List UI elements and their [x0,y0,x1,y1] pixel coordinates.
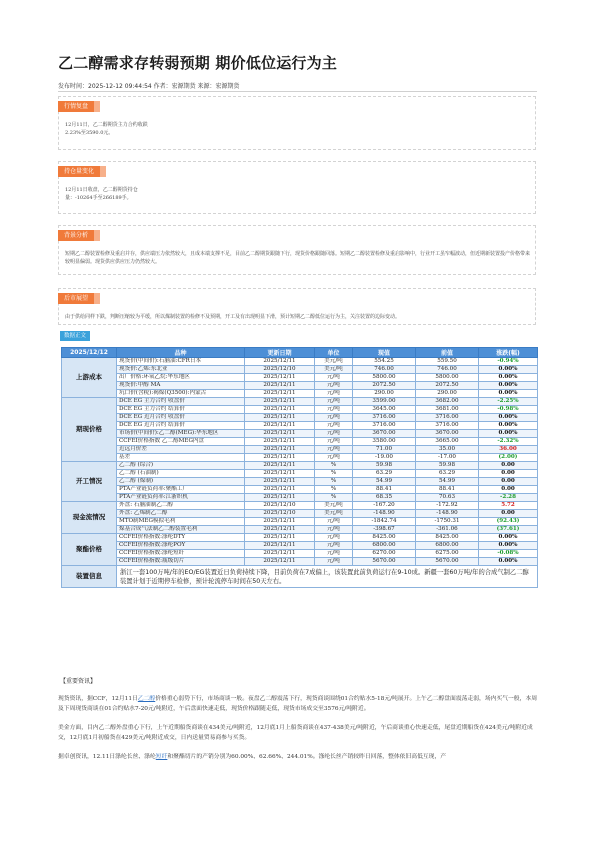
category-cell: 现金流情况 [62,502,117,534]
update-date-cell: 2025/12/11 [245,422,315,430]
product-cell: 现货价:乙烯:东北亚 [117,366,245,374]
table-header-row [62,348,538,358]
change-cell: 0.00 [479,478,538,486]
unit-cell: 美元/吨 [315,358,353,366]
unit-cell: % [315,478,353,486]
previous-value-cell: 3716.00 [416,414,479,422]
previous-value-cell: 54.99 [416,478,479,486]
update-date-cell: 2025/12/11 [245,406,315,414]
plant-info-cell: 浙江一套100万吨/年的EO/EG装置近日负荷持续下降，目前负荷在7成偏上，该装置此前负荷运行在9-10成。新疆一套60万吨/年的合成气制乙二醇装置计划于近期停车检修，预计轮流停车时间在50天左右。 [117,566,538,588]
previous-value-cell: -172.92 [416,502,479,510]
unit-cell: 元/吨 [315,382,353,390]
publish-meta: 发布时间：2025-12-12 09:44:54 作者：宏源期货 来源：宏源期货 [58,83,240,90]
change-cell: (2.00) [479,454,538,462]
current-value-cell: 746.00 [353,366,416,374]
previous-value-cell: 6800.00 [416,542,479,550]
update-date-cell: 2025/12/10 [245,366,315,374]
news-text: 美金方面，目内乙二醇外盘重心下行，上午近期船货商谈在434美元/吨附近，12月底1月上船货商谈在437-438美元/吨附近，午后商谈重心快速走低，尾盘近期船货在424美元/吨附近成交，12月底1月初船货在429美元/吨附近成交，日内送量贸易商参与买货。 [58,725,533,741]
update-date-cell: 2025/12/11 [245,398,315,406]
product-cell: CCFEI价格指数 乙二醇MEG内盘 [117,438,245,446]
product-cell: 现货价(中间价):石脑油:CFR日本 [117,358,245,366]
card-background-analysis [58,225,536,275]
table-row [62,430,538,438]
card-text: 12月11日收盘，乙二醇期货持仓量：-10264手至266189手。 [65,187,138,201]
change-cell: (37.61) [479,526,538,534]
update-date-cell: 2025/12/11 [245,446,315,454]
table-row [62,382,538,390]
table-row [62,406,538,414]
change-cell: 0.00% [479,534,538,542]
category-cell: 开工情况 [62,462,117,502]
update-date-cell: 2025/12/11 [245,486,315,494]
header-date: 2025/12/12 [62,348,117,358]
table-row [62,414,538,422]
update-date-cell: 2025/12/11 [245,558,315,566]
card-outlook [58,288,536,325]
update-date-cell: 2025/12/11 [245,462,315,470]
update-date-cell: 2025/12/10 [245,510,315,518]
previous-value-cell: 2072.50 [416,382,479,390]
current-value-cell: 290.00 [353,390,416,398]
table-row [62,366,538,374]
card-text: 12月11日，乙二醇期货主力合约收跌2.23%至3590.0元。 [65,122,148,136]
card-text: 由于供给同样下跌，判断压缩较为平缓，所以煤制装置的检修不及预期，开工及有出现明显下滑，预计短期乙二醇低位运行为主，关注装置的边际变动。 [65,314,401,320]
unit-cell: 元/吨 [315,406,353,414]
product-cell: CCFEI价格指数:瓶级切片 [117,558,245,566]
current-value-cell: -167.20 [353,502,416,510]
update-date-cell: 2025/12/11 [245,494,315,502]
update-date-cell: 2025/12/11 [245,470,315,478]
update-date-cell: 2025/12/11 [245,390,315,398]
update-date-cell: 2025/12/11 [245,438,315,446]
current-value-cell: -19.00 [353,454,416,462]
previous-value-cell: 3716.00 [416,422,479,430]
table-row [62,534,538,542]
product-cell: 近远月价差 [117,446,245,454]
previous-value-cell: 3670.00 [416,430,479,438]
update-date-cell: 2025/12/11 [245,534,315,542]
unit-cell: 元/吨 [315,518,353,526]
table-row [62,510,538,518]
change-cell: 0.00 [479,486,538,494]
card-tag: 持仓量变化 [58,166,106,177]
change-cell: 0.00% [479,430,538,438]
news-text: 和聚酯切片的产销分别为60.00%、62.66%、244.01%。涤纶长丝产销较昨日回落，整体依旧高低互现，产 [167,754,447,760]
card-market-review [58,96,536,150]
table-row [62,542,538,550]
change-cell: -0.98% [479,406,538,414]
previous-value-cell: 70.63 [416,494,479,502]
table-row [62,550,538,558]
card-position-change [58,161,536,214]
change-cell: 5.72 [479,502,538,510]
table-row [62,478,538,486]
news-text: 价格重心弱势下行，市场商谈一般。夜盘乙二醇震荡下行，现货商谈围绕01合约贴水5-18元/吨展开。上午乙二醇盘面震荡走弱，场内买气一般，本周及下周现货商谈在01合约贴水7-20元/吨附近，午后盘面快速走低，现货价格跟随走低，现货市场成交至3576元/吨附近。 [58,696,537,712]
current-value-cell: 71.00 [353,446,416,454]
title-divider [58,91,537,92]
category-cell: 装置信息 [62,566,117,588]
change-cell: -2.32% [479,438,538,446]
product-cell: DCE EG 主力合约 收盘价 [117,398,245,406]
product-cell: CCFEI价格指数:涤纶短纤 [117,550,245,558]
previous-value-cell: -17.00 [416,454,479,462]
current-value-cell: 3716.00 [353,422,416,430]
unit-cell: 元/吨 [315,542,353,550]
change-cell: 0.00% [479,374,538,382]
product-cell: DCE EG 主力合约 结算价 [117,406,245,414]
current-value-cell: 3716.00 [353,414,416,422]
news-link[interactable]: 乙二醇 [137,696,156,702]
change-cell: -2.25% [479,398,538,406]
previous-value-cell: 88.41 [416,486,479,494]
current-value-cell: 6270.00 [353,550,416,558]
current-value-cell: 88.41 [353,486,416,494]
section-label: 数据正文 [60,331,90,341]
update-date-cell: 2025/12/11 [245,414,315,422]
current-value-cell: 6800.00 [353,542,416,550]
current-value-cell: 3645.00 [353,406,416,414]
table-row [62,566,538,588]
news-title: 【重要资讯】 [60,678,97,685]
previous-value-cell: 6275.00 [416,550,479,558]
product-cell: 市场价(中间价):乙二醇(MEG):华东地区 [117,430,245,438]
card-tag: 背景分析 [58,230,100,241]
current-value-cell: 63.29 [353,470,416,478]
update-date-cell: 2025/12/11 [245,358,315,366]
product-cell: 坑口价(含税):褐煤(Q3500):内蒙古 [117,390,245,398]
category-cell: 聚酯价格 [62,534,117,566]
current-value-cell: 8425.00 [353,534,416,542]
previous-value-cell: 3682.00 [416,398,479,406]
category-cell: 期现价格 [62,398,117,462]
update-date-cell: 2025/12/11 [245,518,315,526]
product-cell: 外盘: 石脑油制乙二醇 [117,502,245,510]
table-row [62,502,538,510]
change-cell: 0.00% [479,422,538,430]
product-cell: CCFEI价格指数:涤纶POY [117,542,245,550]
current-value-cell: 3580.00 [353,438,416,446]
data-table [61,347,538,588]
card-text: 短期乙二醇装置检修及重启并存，供应端压力依然较大，且成本端支撑不足，目前乙二醇期货跟随下行，现货价格跟随回落。短期乙二醇装置检修及重启影响中，行业开工虽窄幅波动，但近期新装置投产价格带来较明显偏弱。现货供应供应压力仍然较大。 [65,251,531,265]
card-tag: 后市展望 [58,293,100,304]
update-date-cell: 2025/12/11 [245,478,315,486]
unit-cell: 元/吨 [315,534,353,542]
change-cell: 0.00% [479,382,538,390]
table-row [62,494,538,502]
unit-cell: 元/吨 [315,430,353,438]
previous-value-cell: 5800.00 [416,374,479,382]
unit-cell: 元/吨 [315,550,353,558]
change-cell: -0.08% [479,550,538,558]
unit-cell: 元/吨 [315,390,353,398]
unit-cell: 元/吨 [315,398,353,406]
table-row [62,390,538,398]
product-cell: DCE EG 近月合约 结算价 [117,422,245,430]
previous-value-cell: -148.90 [416,510,479,518]
news-paragraph [58,694,538,714]
product-cell: 乙二醇 (综合) [117,462,245,470]
header-change: 涨跌(幅) [479,348,538,358]
change-cell: 0.00% [479,366,538,374]
change-cell: 36.00 [479,446,538,454]
update-date-cell: 2025/12/11 [245,374,315,382]
update-date-cell: 2025/12/11 [245,526,315,534]
previous-value-cell: 8425.00 [416,534,479,542]
previous-value-cell: 3681.00 [416,406,479,414]
news-text: 现货资讯，据CCF，12月11日 [58,696,138,702]
product-cell: PTA产业链负荷率:聚酯工厂 [117,486,245,494]
change-cell: 0.00 [479,462,538,470]
current-value-cell: 5800.00 [353,374,416,382]
product-cell: 煤基合成气法制乙二醇装置毛利 [117,526,245,534]
table-row [62,470,538,478]
change-cell: 0.00% [479,414,538,422]
current-value-cell: 5670.00 [353,558,416,566]
unit-cell: 元/吨 [315,374,353,382]
previous-value-cell: 3665.00 [416,438,479,446]
product-cell: 基差 [117,454,245,462]
news-paragraph [58,723,538,743]
product-cell: 乙二醇 (煤制) [117,478,245,486]
update-date-cell: 2025/12/11 [245,430,315,438]
previous-value-cell: -361.06 [416,526,479,534]
current-value-cell: -1842.74 [353,518,416,526]
unit-cell: 元/吨 [315,414,353,422]
news-text: 据卓创资讯，12.11日涤纶长丝、涤纶 [58,754,156,760]
previous-value-cell: 5670.00 [416,558,479,566]
current-value-cell: 3599.00 [353,398,416,406]
table-row [62,454,538,462]
unit-cell: % [315,494,353,502]
table-row [62,558,538,566]
table-row [62,486,538,494]
change-cell: (92.43) [479,518,538,526]
change-cell: -2.28 [479,494,538,502]
change-cell: 0.00% [479,390,538,398]
unit-cell: 元/吨 [315,558,353,566]
current-value-cell: 554.25 [353,358,416,366]
header-previous: 前值 [416,348,479,358]
unit-cell: 美元/吨 [315,510,353,518]
unit-cell: 元/吨 [315,526,353,534]
news-paragraph [58,752,538,762]
previous-value-cell: -1750.31 [416,518,479,526]
unit-cell: 美元/吨 [315,502,353,510]
unit-cell: 元/吨 [315,446,353,454]
card-tag: 行情复盘 [58,101,100,112]
previous-value-cell: 746.00 [416,366,479,374]
news-link[interactable]: 短纤 [155,754,168,760]
change-cell: 0.00% [479,542,538,550]
previous-value-cell: 290.00 [416,390,479,398]
previous-value-cell: 59.98 [416,462,479,470]
product-cell: 乙二醇 (石油制) [117,470,245,478]
category-cell: 上游成本 [62,358,117,398]
table-row [62,374,538,382]
previous-value-cell: 63.29 [416,470,479,478]
current-value-cell: 54.99 [353,478,416,486]
table-row [62,398,538,406]
previous-value-cell: 35.00 [416,446,479,454]
unit-cell: % [315,462,353,470]
unit-cell: 元/吨 [315,422,353,430]
unit-cell: % [315,486,353,494]
product-cell: CCFEI价格指数:涤纶DTY [117,534,245,542]
change-cell: 0.00% [479,558,538,566]
product-cell: 现货价:甲醇 MA [117,382,245,390]
current-value-cell: -148.90 [353,510,416,518]
table-row [62,422,538,430]
header-product: 品种 [117,348,245,358]
table-row [62,446,538,454]
update-date-cell: 2025/12/11 [245,454,315,462]
product-cell: 外盘: 乙烯制乙二醇 [117,510,245,518]
update-date-cell: 2025/12/10 [245,502,315,510]
product-cell: DCE EG 近月合约 收盘价 [117,414,245,422]
unit-cell: 元/吨 [315,438,353,446]
product-cell: MTO制MEG模拟毛利 [117,518,245,526]
table-row [62,462,538,470]
change-cell: 0.00 [479,470,538,478]
unit-cell: 美元/吨 [315,366,353,374]
header-unit: 单位 [315,348,353,358]
unit-cell: % [315,470,353,478]
update-date-cell: 2025/12/11 [245,542,315,550]
table-row [62,518,538,526]
page-title: 乙二醇需求存转弱预期 期价低位运行为主 [58,54,338,72]
update-date-cell: 2025/12/11 [245,382,315,390]
table-row [62,526,538,534]
header-update-date: 更新日期 [245,348,315,358]
change-cell: 0.00 [479,510,538,518]
product-cell: PTA产业链负荷率:江浙织机 [117,494,245,502]
table-row [62,358,538,366]
header-current: 现值 [353,348,416,358]
current-value-cell: 3670.00 [353,430,416,438]
change-cell: -0.94% [479,358,538,366]
current-value-cell: 2072.50 [353,382,416,390]
unit-cell: 元/吨 [315,454,353,462]
current-value-cell: -398.67 [353,526,416,534]
current-value-cell: 59.98 [353,462,416,470]
table-row [62,438,538,446]
previous-value-cell: 559.50 [416,358,479,366]
update-date-cell: 2025/12/11 [245,550,315,558]
product-cell: 出厂价格:环氧乙烷:华东地区 [117,374,245,382]
current-value-cell: 68.35 [353,494,416,502]
